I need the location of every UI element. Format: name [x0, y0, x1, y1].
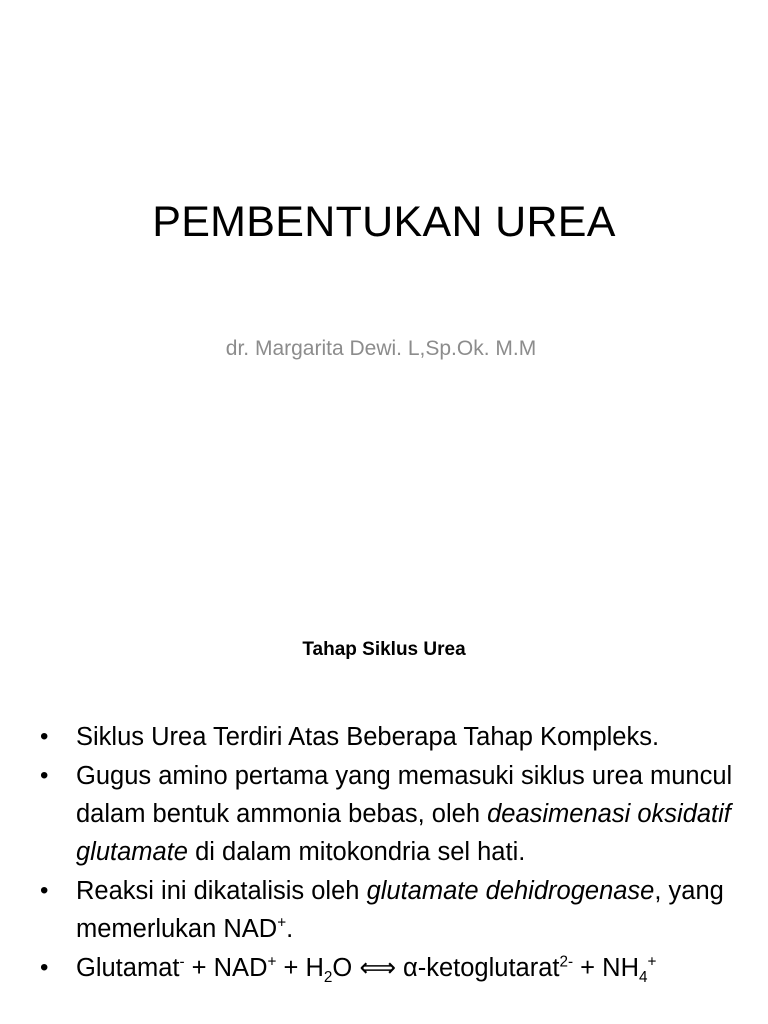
bullet-dot-icon: •: [40, 723, 49, 750]
equation-term: + NH: [573, 954, 639, 982]
bullet-item: [40, 718, 740, 756]
bullet-text: , yang memerlukan NAD: [76, 877, 724, 943]
superscript: +: [277, 914, 287, 932]
superscript: +: [647, 953, 657, 971]
subscript: 2: [323, 969, 333, 987]
bullet-list: [40, 718, 740, 988]
superscript: 2-: [559, 953, 574, 971]
bullet-italic-term: glutamate dehidrogenase: [366, 877, 655, 905]
bullet-dot-icon: •: [40, 762, 49, 789]
superscript: +: [267, 953, 277, 971]
bullet-item-equation: [40, 949, 740, 987]
bullet-text: Gugus amino pertama yang memasuki siklus urea muncul dalam bentuk ammonia bebas, oleh: [76, 762, 733, 828]
subscript: 4: [639, 969, 648, 987]
equilibrium-arrow-icon: ⟺: [359, 954, 396, 982]
bullet-text: Siklus Urea Terdiri Atas Beberapa Tahap Kompleks.: [76, 723, 660, 751]
equation-term: + NAD: [184, 954, 268, 982]
bullet-item: [40, 872, 740, 948]
bullet-text: .: [286, 915, 294, 943]
equation-term: O: [332, 954, 360, 982]
bullet-italic-term: deasimenasi oksidatif glutamate: [76, 800, 731, 866]
bullet-text: Reaksi ini dikatalisis oleh: [76, 877, 367, 905]
equation-term: α-ketoglutarat: [395, 954, 560, 982]
bullet-dot-icon: •: [40, 877, 49, 904]
section-heading: Tahap Siklus Urea: [302, 639, 466, 660]
bullet-text: di dalam mitokondria sel hati.: [188, 838, 526, 866]
equation-term: Glutamat: [76, 954, 180, 982]
bullet-item: [40, 757, 740, 871]
slide-title: PEMBENTUKAN UREA: [152, 198, 616, 246]
superscript: -: [179, 953, 185, 971]
slide-subtitle-author: dr. Margarita Dewi. L,Sp.Ok. M.M: [225, 337, 537, 360]
equation-term: + H: [276, 954, 324, 982]
bullet-dot-icon: •: [40, 954, 49, 981]
